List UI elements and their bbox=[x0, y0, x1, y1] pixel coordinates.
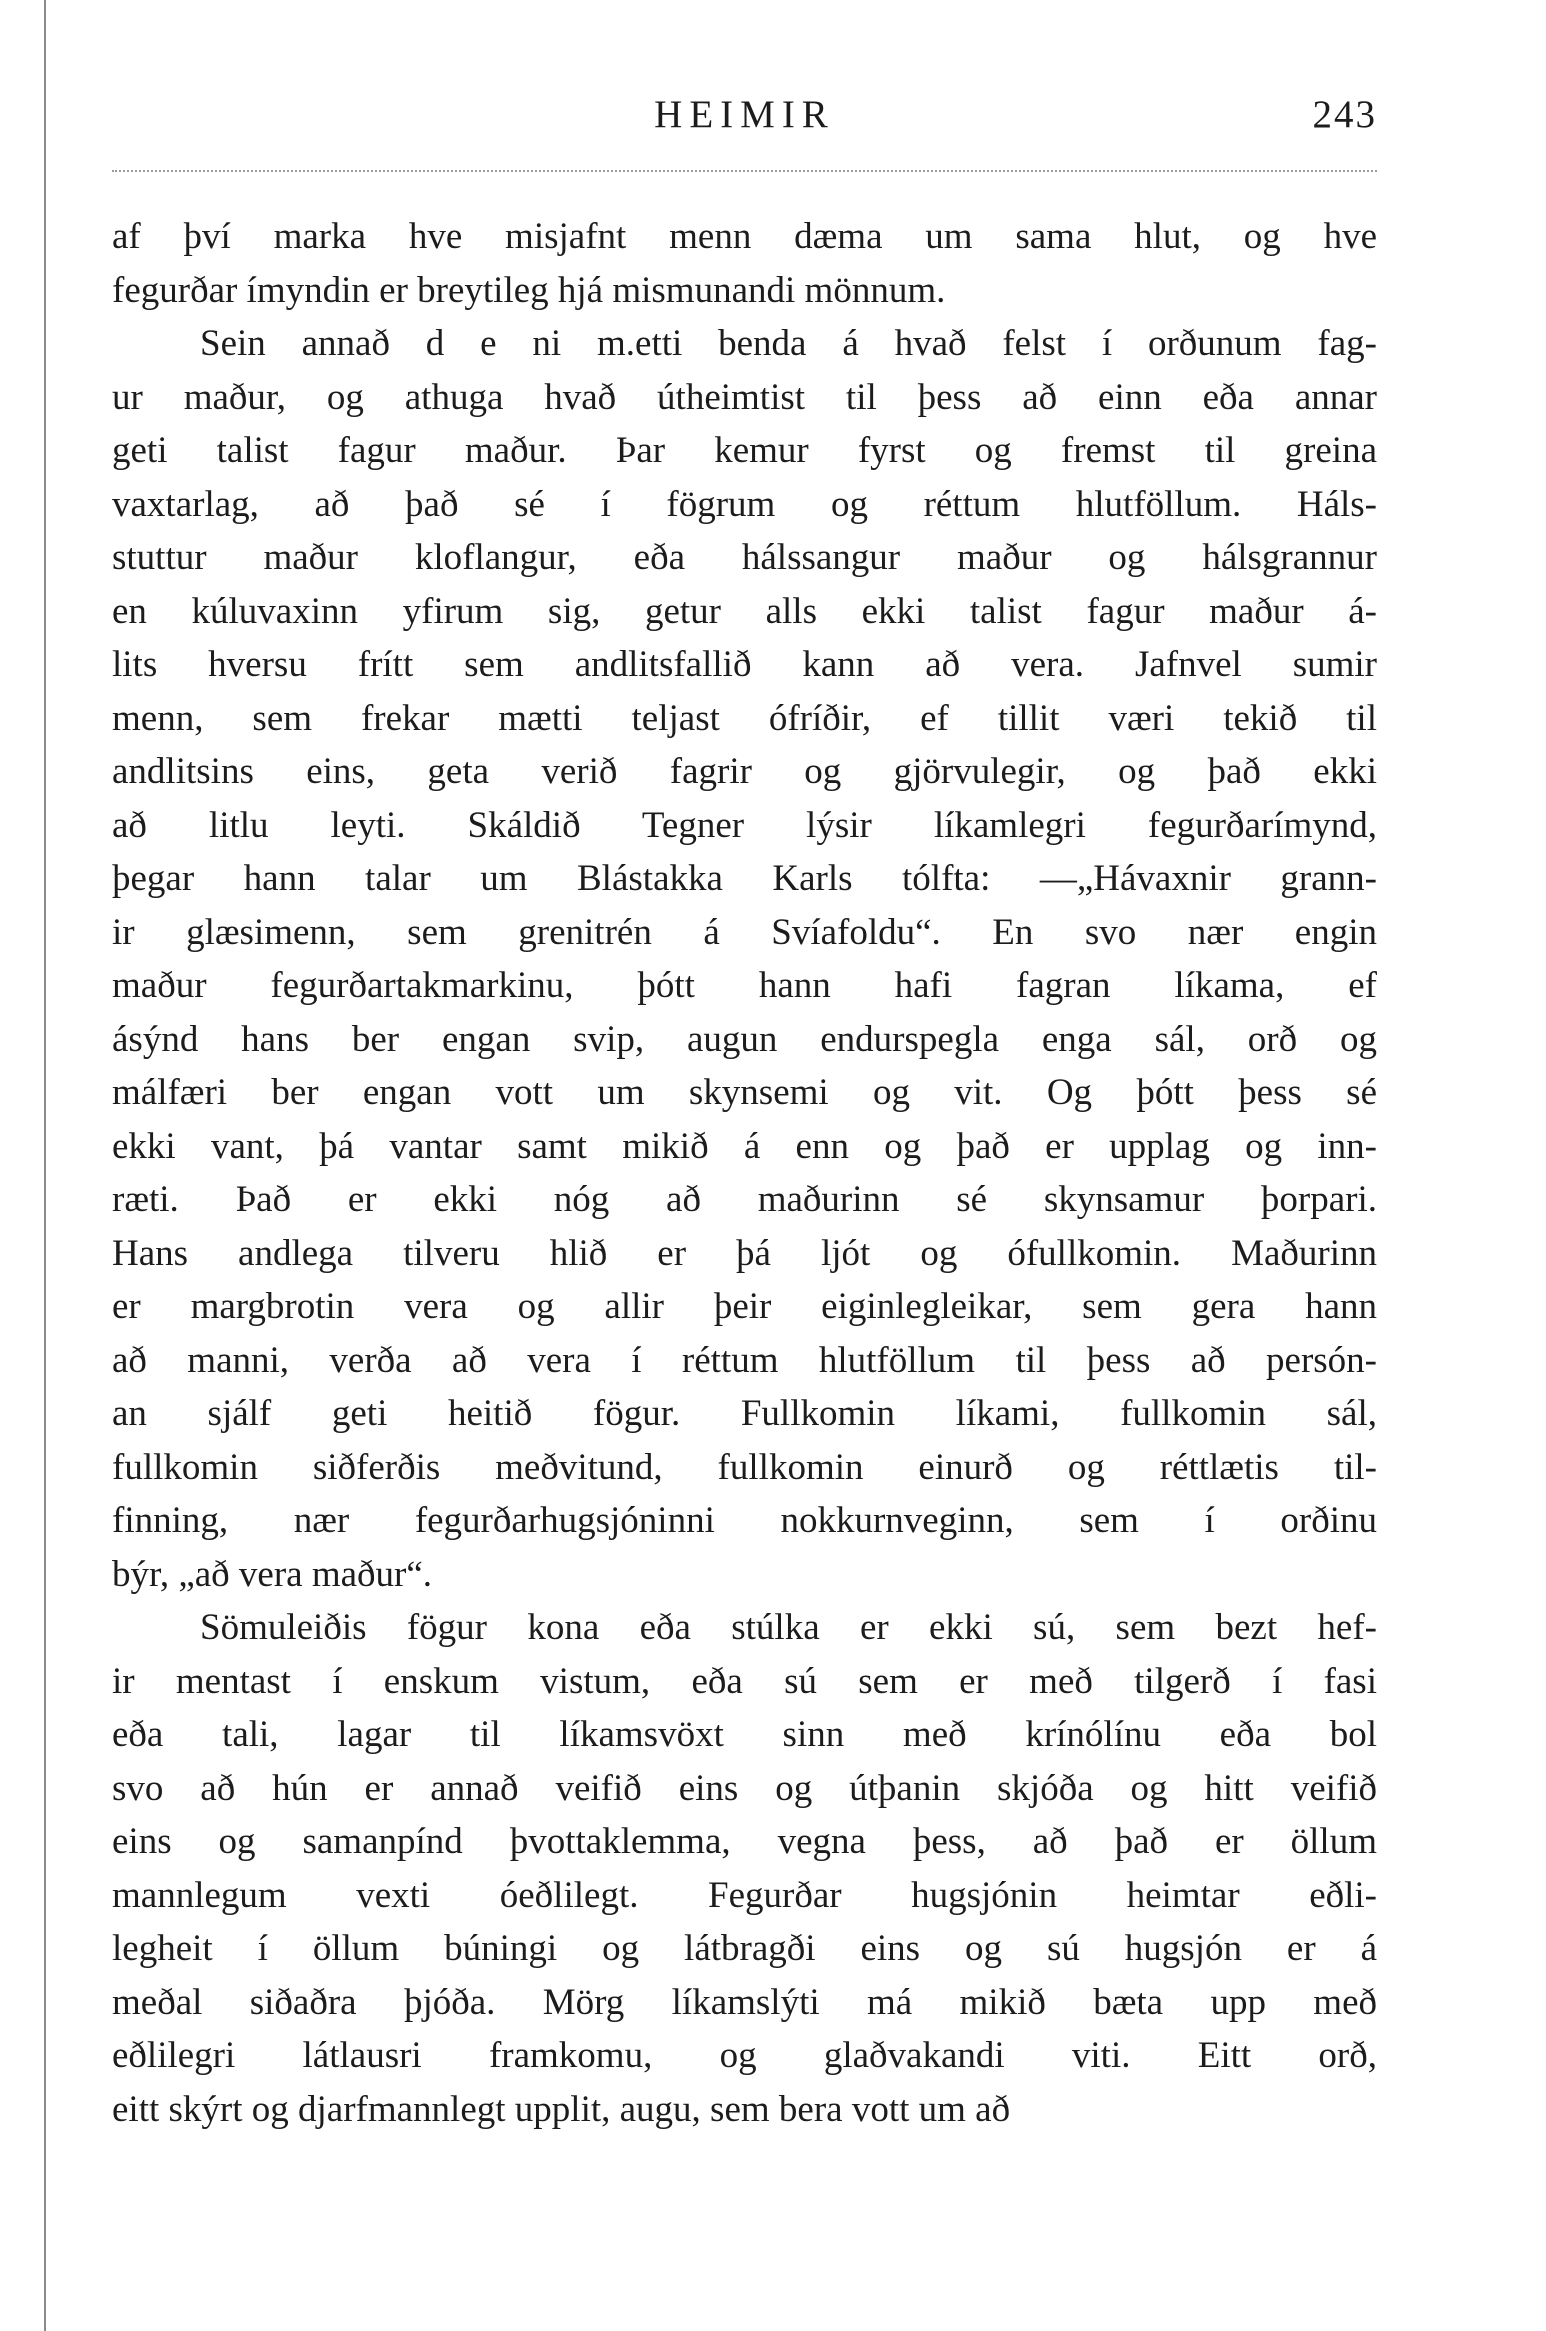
text-line: maður fegurðartakmarkinu, þótt hann hafi fagran líkama, ef bbox=[112, 965, 1377, 1006]
text-line: ásýnd hans ber engan svip, augun endurspegla enga sál, orð og bbox=[112, 1018, 1377, 1060]
text-line: að litlu leyti. Skáldið Tegner lýsir líkamlegri fegurðarímynd, bbox=[112, 804, 1377, 846]
text-line: eitt skýrt og djarfmannlegt upplit, augu, sem bera vott um að bbox=[112, 2088, 1011, 2130]
paragraph bbox=[112, 1601, 1377, 2136]
text-line: finning, nær fegurðarhugsjóninni nokkurnveginn, sem í orðinu bbox=[112, 1500, 1377, 1541]
text-line: ræti. Það er ekki nóg að maðurinn sé skynsamur þorpari. bbox=[112, 1179, 1377, 1220]
text-line: eðlilegri látlausri framkomu, og glaðvakandi viti. Eitt orð, bbox=[112, 2035, 1377, 2076]
text-line: að manni, verða að vera í réttum hlutföllum til þess að persón- bbox=[112, 1339, 1377, 1381]
text-line: lits hversu frítt sem andlitsfallið kann að vera. Jafnvel sumir bbox=[112, 644, 1377, 685]
text-line: mannlegum vexti óeðlilegt. Fegurðar hugsjónin heimtar eðli- bbox=[112, 1874, 1377, 1916]
text-line: menn, sem frekar mætti teljast ófríðir, ef tillit væri tekið til bbox=[112, 697, 1377, 739]
page-binding-edge bbox=[44, 0, 46, 2331]
text-line: fullkomin siðferðis meðvitund, fullkomin einurð og réttlætis til- bbox=[112, 1446, 1377, 1488]
text-line: ur maður, og athuga hvað útheimtist til þess að einn eða annar bbox=[112, 376, 1377, 418]
text-line: er margbrotin vera og allir þeir eiginlegleikar, sem gera hann bbox=[112, 1286, 1377, 1327]
text-line: Hans andlega tilveru hlið er þá ljót og ófullkomin. Maðurinn bbox=[112, 1232, 1377, 1274]
paragraph bbox=[112, 317, 1377, 1601]
text-line: Sömuleiðis fögur kona eða stúlka er ekki sú, sem bezt hef- bbox=[200, 1607, 1377, 1648]
text-line: býr, „að vera maður“. bbox=[112, 1553, 433, 1595]
text-line: andlitsins eins, geta verið fagrir og gjörvulegir, og það ekki bbox=[112, 751, 1377, 792]
text-line: an sjálf geti heitið fögur. Fullkomin líkami, fullkomin sál, bbox=[112, 1393, 1377, 1434]
text-line: en kúluvaxinn yfirum sig, getur alls ekki talist fagur maður á- bbox=[112, 590, 1377, 632]
text-line: svo að hún er annað veifið eins og útþanin skjóða og hitt veifið bbox=[112, 1767, 1377, 1809]
text-line: þegar hann talar um Blástakka Karls tólfta: —„Hávaxnir grann- bbox=[112, 858, 1377, 899]
text-line: stuttur maður kloflangur, eða hálssangur maður og hálsgrannur bbox=[112, 537, 1377, 578]
running-title: HEIMIR bbox=[654, 93, 835, 136]
text-line: fegurðar ímyndin er breytileg hjá mismunandi mönnum. bbox=[112, 269, 946, 311]
text-line: af því marka hve misjafnt menn dæma um sama hlut, og hve bbox=[112, 216, 1377, 257]
running-head bbox=[112, 92, 1377, 152]
text-line: legheit í öllum búningi og látbragði eins og sú hugsjón er á bbox=[112, 1928, 1377, 1969]
text-line: ir glæsimenn, sem grenitrén á Svíafoldu“. En svo nær engin bbox=[112, 911, 1377, 953]
paragraph bbox=[112, 210, 1377, 317]
body-text bbox=[112, 210, 1377, 2136]
text-line: geti talist fagur maður. Þar kemur fyrst og fremst til greina bbox=[112, 430, 1377, 471]
text-line: ekki vant, þá vantar samt mikið á enn og það er upplag og inn- bbox=[112, 1125, 1377, 1167]
text-line: Sein annað d e ni m.etti benda á hvað felst í orðunum fag- bbox=[200, 323, 1377, 364]
page-number: 243 bbox=[1312, 93, 1377, 136]
text-line: eða tali, lagar til líkamsvöxt sinn með krínólínu eða bol bbox=[112, 1714, 1377, 1755]
text-line: ir mentast í enskum vistum, eða sú sem er með tilgerð í fasi bbox=[112, 1660, 1377, 1702]
text-line: meðal siðaðra þjóða. Mörg líkamslýti má mikið bæta upp með bbox=[112, 1981, 1377, 2023]
header-rule bbox=[112, 170, 1377, 172]
text-line: vaxtarlag, að það sé í fögrum og réttum hlutföllum. Háls- bbox=[112, 483, 1377, 525]
text-line: eins og samanpínd þvottaklemma, vegna þess, að það er öllum bbox=[112, 1821, 1377, 1862]
text-line: málfæri ber engan vott um skynsemi og vit. Og þótt þess sé bbox=[112, 1072, 1377, 1113]
